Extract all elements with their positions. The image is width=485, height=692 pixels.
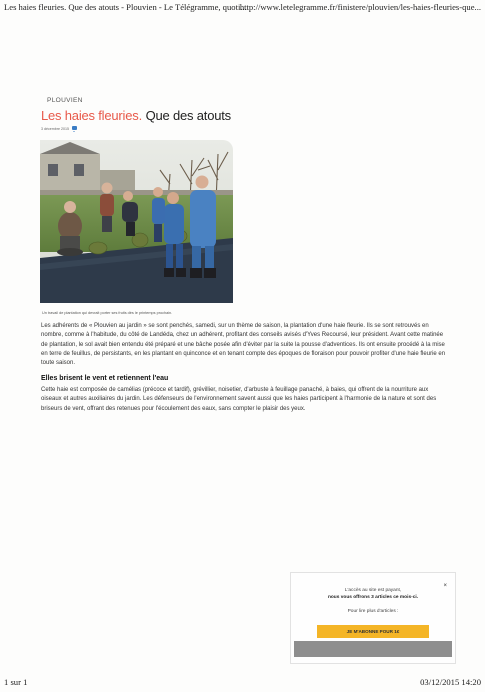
- paywall-line-3: Pour lire plus d'articles :: [347, 609, 399, 614]
- paywall-footer-bar: [294, 641, 452, 657]
- title-rest: Que des atouts: [145, 108, 231, 123]
- subscribe-button[interactable]: JE M'ABONNE POUR 1€: [317, 625, 429, 638]
- print-header: [4, 2, 481, 14]
- article-title: [41, 108, 231, 123]
- print-page-number: 1 sur 1: [4, 677, 28, 687]
- photo-caption: Un travail de plantation qui devrait porter ses fruits dès le printemps prochain.: [42, 311, 173, 315]
- paywall-line-1: L'accès au site est payant,: [344, 588, 402, 593]
- print-datetime: 03/12/2015 14:20: [420, 677, 481, 687]
- paywall-popup: [290, 572, 456, 664]
- article-paragraph-1: Les adhérents de « Plouvien au jardin » se sont penchés, samedi, sur un thème de saison, la plantation d'une haie fleurie. Ils se sont retrouvés en nombre, comme à l'habitude, du côté de Landéda, chez un adhérent, profitant des conseils avisés d'Yves Recoursé, leur président. Avant cette matinée de plantation, le sol avait bien entendu été préparé et une bâche posée afin d'éviter par la suite la pousse d'adventices. Ils ont ensuite procédé à la mise en terre de feuillus, de persistants, en les plantant en quinconce et en tenant compte des époques de floraison pour pouvoir profiter d'une haie fleurie en toute saison.: [41, 323, 446, 367]
- comment-icon[interactable]: [72, 126, 77, 130]
- article-subheading: Elles brisent le vent et retiennent l'eau: [41, 375, 169, 382]
- article-date: 3 décembre 2015: [41, 127, 69, 131]
- section-label: PLOUVIEN: [47, 97, 83, 104]
- gardeners-planting-hedge-image: [40, 140, 233, 303]
- article-paragraph-2: Cette haie est composée de camélias (précoce et tardif), grévillier, noisetier, d'arbuste à feuillage panaché, à baies, qui offrent de la nourriture aux oiseaux et autres auxiliaires du jardin. Les défenseurs de l'environnement savent aussi que les haies participent à l'harmonie de la nature et sont des briseurs de vent, offrant des retenues pour l'écoulement des eaux, sans compter le plaisir des yeux.: [41, 387, 437, 412]
- print-footer: [4, 677, 481, 689]
- print-page-url: http://www.letelegramme.fr/finistere/plouvien/les-haies-fleuries-que...: [239, 2, 481, 12]
- title-highlight: Les haies fleuries.: [41, 108, 142, 123]
- article-photo: [40, 140, 233, 303]
- close-icon[interactable]: ×: [443, 583, 447, 589]
- paywall-line-2: nous vous offrons 3 articles ce mois-ci.: [327, 595, 419, 600]
- print-page-title: Les haies fleuries. Que des atouts - Plouvien - Le Télégramme, quoti...: [4, 2, 247, 12]
